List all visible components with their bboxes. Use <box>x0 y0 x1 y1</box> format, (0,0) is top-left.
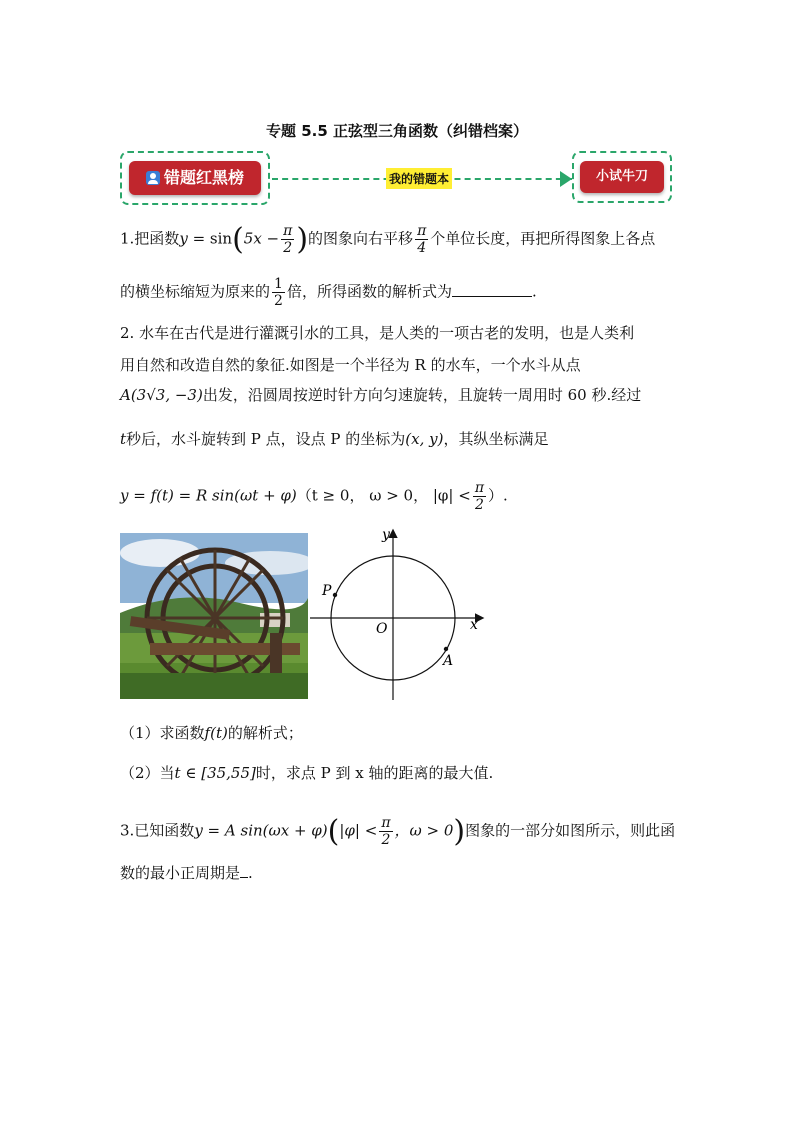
q2-formula: y = f(t) = R sin(ωt + φ)（t ≥ 0， ω > 0， |φ| < $\frac{\pi}{2}$ ）. <box>120 480 508 513</box>
my-notebook-label: 我的错题本 <box>386 168 452 189</box>
svg-text:A: A <box>443 653 454 669</box>
svg-text:O: O <box>376 621 388 637</box>
q1-line1: 1.把函数y = sin(5x − $\frac{\pi}{2}$ )的图象向右平移 $\frac{\pi}{4}$ 个单位长度，再把所得图象上各点 <box>120 222 656 257</box>
arrow-right-icon <box>560 171 572 187</box>
svg-text:y: y <box>382 527 390 543</box>
q2-sub1: （1）求函数f(t)的解析式； <box>120 724 303 742</box>
fraction-pi-4: $\frac{\pi}{4}$ <box>417 223 427 256</box>
q2-line1: 2. 水车在古代是进行灌溉引水的工具，是人类的一项古老的发明，也是人类利 <box>120 324 635 342</box>
wrong-answers-label: 错题红黑榜 <box>163 168 244 187</box>
fraction-pi-2: $\frac{\pi}{2}$ <box>474 480 485 513</box>
water-wheel-photo <box>120 533 308 699</box>
q2-line2: 用自然和改造自然的象征.如图是一个半径为 R 的水车，一个水斗从点 <box>120 356 581 374</box>
unit-circle-figure <box>310 525 490 705</box>
practice-label: 小试牛刀 <box>580 161 664 193</box>
answer-blank[interactable] <box>452 282 532 297</box>
fraction-pi-2: $\frac{\pi}{2}$ <box>381 815 391 848</box>
q2-line4: t秒后，水斗旋转到 P 点，设点 P 的坐标为(x, y)，其纵坐标满足 <box>120 430 549 448</box>
q3-line1: 3.已知函数y = A sin(ωx + φ)(|φ| < $\frac{\pi}{2}$ ，ω > 0)图象的一部分如图所示，则此函 <box>120 814 676 849</box>
section-banner <box>120 151 672 207</box>
svg-text:P: P <box>322 583 332 599</box>
q1-line2: 的横坐标缩短为原来的 $\frac{1}{2}$ 倍，所得函数的解析式为 . <box>120 276 537 309</box>
fraction-1-2: $\frac{1}{2}$ <box>274 276 283 309</box>
fraction-pi-2: $\frac{\pi}{2}$ <box>283 223 293 256</box>
point-p <box>333 593 337 597</box>
point-a <box>444 647 448 651</box>
page-title: 专题 5.5 正弦型三角函数（纠错档案） <box>265 122 529 140</box>
q2-line3: A(3√3, −3)出发，沿圆周按逆时针方向匀速旋转，且旋转一周用时 60 秒.经过 <box>120 386 642 404</box>
user-icon <box>146 171 160 185</box>
svg-text:x: x <box>470 617 478 633</box>
practice-badge <box>572 151 672 203</box>
q2-sub2: （2）当t ∈ [35,55]时，求点 P 到 x 轴的距离的最大值. <box>120 764 494 782</box>
q3-line2: 数的最小正周期是 . <box>120 864 253 882</box>
wrong-answers-badge <box>120 151 270 205</box>
answer-blank[interactable] <box>240 865 248 878</box>
